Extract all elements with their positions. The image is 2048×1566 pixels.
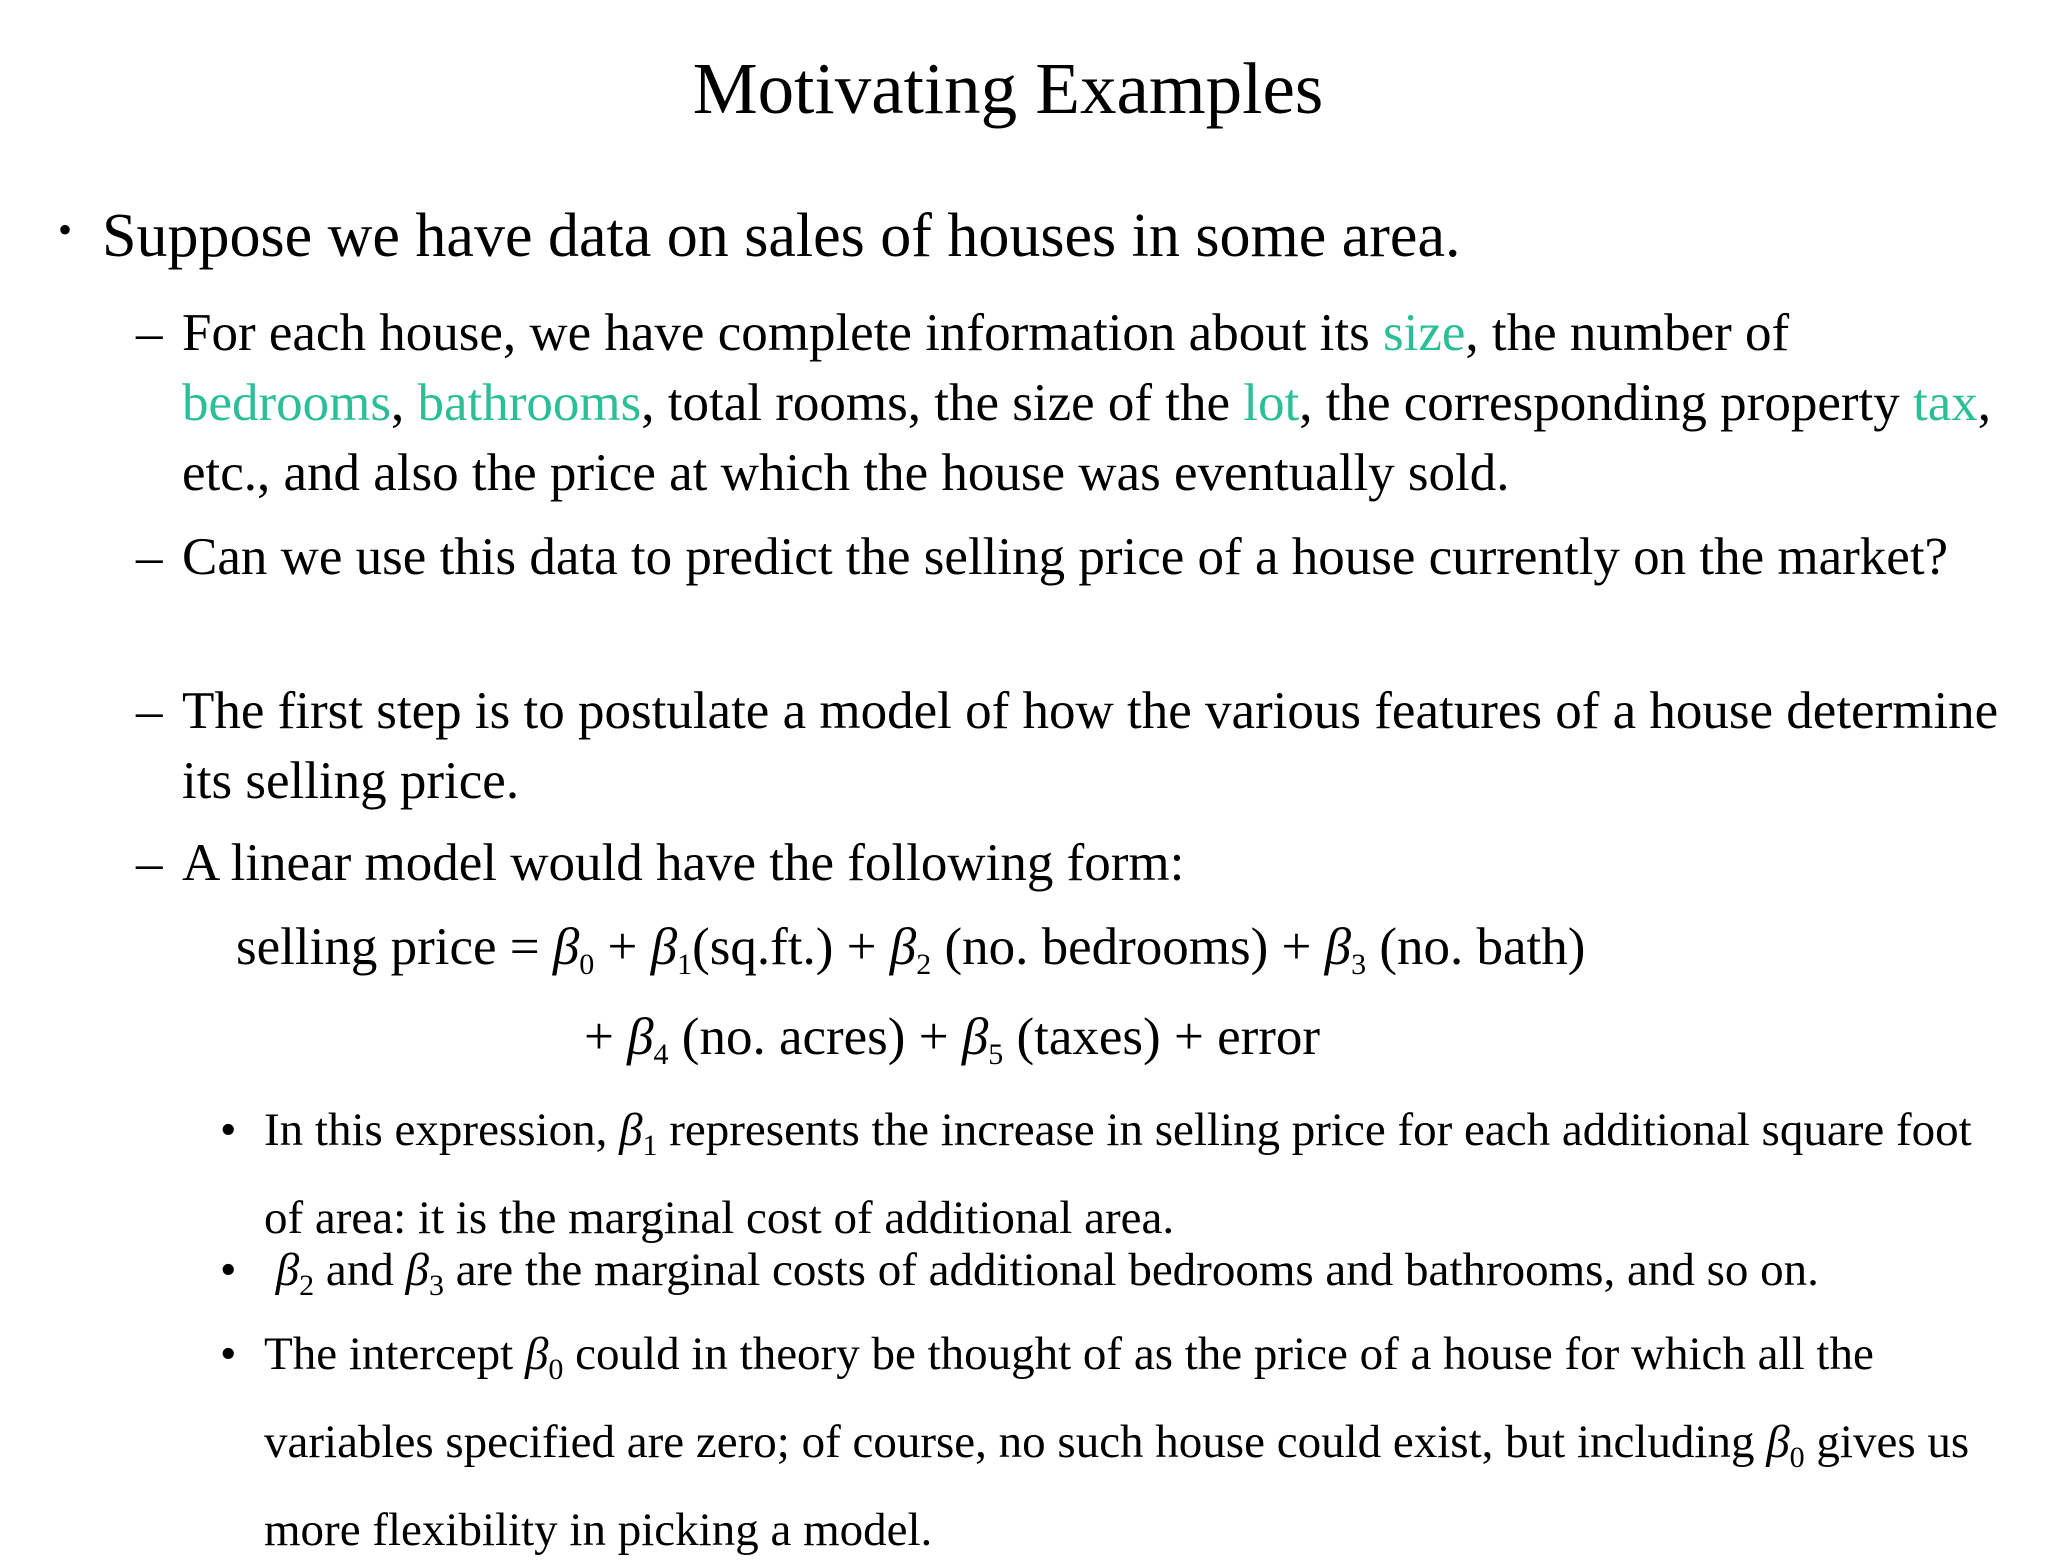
- beta-symbol: β: [1324, 918, 1352, 976]
- formula-line-1: selling price = β0 + β1(sq.ft.) + β2 (no. bedrooms) + β3 (no. bath): [236, 918, 1586, 981]
- slide-title: Motivating Examples: [692, 48, 1324, 129]
- note-bullet: •: [220, 1104, 237, 1156]
- note-intercept: [220, 1318, 2020, 1566]
- highlight-bathrooms: bathrooms: [417, 374, 642, 432]
- note-text: In this expression, $\beta_1$ represents the increase in selling price for each additional square foot of area: it is the marginal cost of additional area.: [264, 1104, 1972, 1244]
- beta-symbol: β: [405, 1244, 429, 1296]
- beta-symbol: β: [552, 918, 580, 976]
- highlight-size: size: [1383, 304, 1466, 362]
- note-bullet: •: [220, 1328, 237, 1380]
- dash-marker: –: [136, 528, 163, 586]
- highlight-tax: tax: [1912, 374, 1978, 432]
- subpoint-text: Can we use this data to predict the selling price of a house currently on the market?: [182, 528, 1949, 586]
- beta-symbol: β: [524, 1328, 549, 1380]
- beta-symbol: β: [889, 918, 917, 976]
- note-text: $\beta_2$ and $\beta_3$ are the marginal costs of additional bedrooms and bathrooms, and so on.: [275, 1244, 1819, 1302]
- beta-symbol: β: [619, 1104, 643, 1156]
- bullet-marker: •: [58, 207, 73, 252]
- note-text: The intercept $\beta_0$ could in theory be thought of as the price of a house for which all the variables specified are zero; of course, no such house could exist, but including $\beta_0$ gives us more flexibility in picking a model.: [264, 1328, 1970, 1556]
- note-bullet: •: [220, 1244, 237, 1296]
- subpoint-text: For each house, we have complete information about its size, the number of bedrooms, bathrooms, total rooms, the size of the lot, the corresponding property tax, etc., and also the price at which the house was eventually sold.: [182, 304, 1991, 502]
- highlight-lot: lot: [1243, 374, 1300, 432]
- subpoint-predict: [136, 522, 2016, 592]
- main-bullet-text: Suppose we have data on sales of houses in some area.: [102, 202, 1461, 270]
- beta-symbol: β: [650, 918, 678, 976]
- subpoint-model: [136, 676, 2016, 816]
- highlight-bedrooms: bedrooms: [182, 374, 392, 432]
- beta-symbol: β: [275, 1244, 300, 1296]
- subpoint-linear-model: [136, 828, 2016, 898]
- beta-symbol: β: [961, 1008, 989, 1066]
- note-beta1: [220, 1094, 2020, 1254]
- beta-symbol: β: [627, 1008, 654, 1066]
- subpoint-house-info: [136, 298, 2016, 508]
- dash-marker: –: [136, 682, 163, 740]
- dash-marker: –: [136, 834, 163, 892]
- note-beta2-beta3: [220, 1234, 2020, 1322]
- formula-line-2: + β4 (no. acres) + β5 (taxes) + error: [584, 1008, 1321, 1071]
- subpoint-text: A linear model would have the following form:: [182, 834, 1185, 892]
- subpoint-text: The first step is to postulate a model of how the various features of a house determine its selling price.: [182, 682, 1999, 810]
- beta-symbol: β: [1766, 1416, 1790, 1468]
- dash-marker: –: [136, 304, 163, 362]
